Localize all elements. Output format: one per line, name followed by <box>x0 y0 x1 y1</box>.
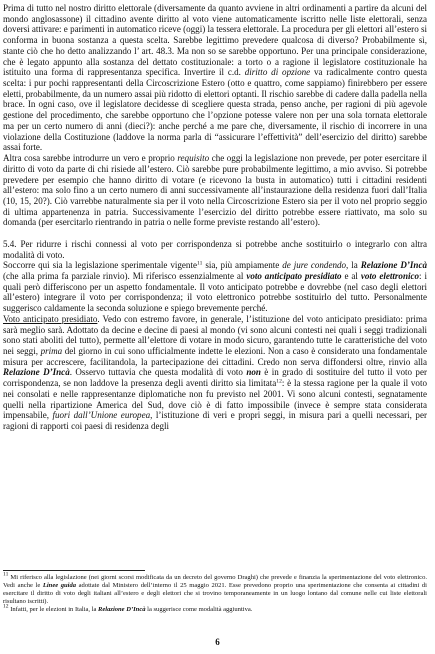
emphasis-bold: Relazione D’Incà <box>3 367 70 378</box>
section-5-4-intro: 5.4. Per ridurre i rischi connessi al voto per corrispondenza si potrebbe anche sostituirlo o integrarlo con altra modalità di voto. <box>3 238 427 260</box>
text-run: Mi riferisco alla legislazione (nei giorni scorsi modificata da un decreto del governo Draghi) che prevede e finanzia la sperimentazione del voto elettronico. Vedi anche le <box>3 574 427 590</box>
emphasis: requisito <box>177 153 210 164</box>
text-run: Prima di tutto nel nostro diritto elettorale (diversamente da quanto avviene in altri ordinamenti a partire da alcuni del mondo anglosassone) il cittadino avente diritto al voto viene automaticamente iscritto nelle liste elettorali, senza doversi attivare: e parimenti in automatico riceve (oggi) la tessera elettorale. La procedura per gli elettori all’estero si conforma in buona sostanza a questa scelta. Sarebbe legittimo prevedere qualcosa di diverso? Probabilmente sì, stante ciò che ho detto analizzando l’ art. 48.3. Ma non so se sarebbe opportuno. Per una principale considerazione, che è legato appunto alla sostanza del dettato costituzionale: a torto o a ragione il legislatore costituzionale ha istituito una forma di rappresentanza specifica. Invertire il c.d. <box>3 3 428 78</box>
footnote-separator <box>3 570 145 571</box>
text-run: Soccorre qui sia la legislazione sperimentale vigente <box>3 260 197 271</box>
footnote-11 <box>3 571 427 606</box>
emphasis: fuori dall’Unione europea <box>52 410 151 421</box>
paragraph-early-voting <box>3 314 427 432</box>
emphasis-bold: Relazione D’Incà <box>360 260 427 271</box>
text-run: del giorno in cui sono ufficialmente indette le elezioni. Non a caso è considerato una fondamentale misura per accrescere, facilitandola, la partecipazione dei cittadini. Credo non serva diffondersi oltre, rinvio alla <box>3 345 427 367</box>
paragraph-electoral-lists <box>3 3 427 153</box>
text-run: che oggi la legislazione non prevede, per poter esercitare il diritto di voto da parte di chi risiede all’estero. Ciò sarebbe pure probabilmente legittimo, a mio avviso. Si potrebbe prevedere per esempio che hanno diritto di votare (e ricevono la busta in automatico) tutti i cittadini residenti all’estero: ma solo fino a un certo numero di anni successivamente all’instaurazione della residenza fuori dall’Italia (10, 15, 20?). Ciò varrebbe naturalmente sia per il voto nella Circoscrizione Estero sia per il voto nel proprio seggio di ultima appartenenza in patria. Successivamente l’esercizio del diritto potrebbe essere riattivato, ma solo su domanda (per esercitarlo rientrando in patria o nelle forme previste restando all’estero). <box>3 153 427 228</box>
page-number: 6 <box>215 637 220 647</box>
emphasis: prima <box>40 345 63 356</box>
emphasis-bold: non <box>246 367 261 378</box>
footnote-12 <box>3 603 427 614</box>
text-run: adottate dal Ministero dell’interno il 25 maggio 2021. Esse prevedono proprio una sperimentazione che consenta ai cittadini di esercitare il diritto di voto degli italiani all’estero e degli elettori che si trovino temporaneamente in un luogo lontano dal comune nelle cui liste elettorali risultano iscritti). <box>3 582 427 606</box>
text-run: , l’istituzione di veri e propri seggi, in misura pari a quelli necessari, per ragioni di rapporti coi paesi di residenza degli <box>3 410 427 431</box>
text-run: Infatti, per le elezioni in Italia, la <box>8 606 99 614</box>
footnote-number: 12 <box>3 603 9 610</box>
emphasis-bold: Linee guida <box>42 582 77 590</box>
text-run: la suggerisce come modalità aggiuntiva. <box>145 606 253 614</box>
footnote-ref-12[interactable]: 12 <box>276 378 282 385</box>
footnotes <box>3 570 427 614</box>
footnote-number: 11 <box>3 571 9 578</box>
text-run: Altra cosa sarebbe introdurre un vero e proprio <box>3 153 178 164</box>
emphasis-bold: voto elettronico <box>360 270 420 281</box>
emphasis: de jure condendo <box>282 260 347 271</box>
emphasis: diritto di opzione <box>244 67 311 78</box>
text-run: . Vedo con estremo favore, in generale, l’istituzione del voto anticipato presidiato: prima sarà meglio sarà. Adottato da decine e decine di paesi al mondo (vi sono alcuni contesti nei quali i seggi tradizionali sono stati aboliti del tutto), permette all’elettore di votare in modo sicuro, garantendo tutte le caratteristiche del voto nei seggi, <box>3 313 427 356</box>
text-run: . Osservo tuttavia che questa modalità di voto <box>69 367 247 378</box>
underlined-heading: Voto anticipato presidiato <box>3 313 98 324</box>
text-run: , la <box>346 260 361 271</box>
emphasis-bold: voto anticipato presidiato <box>246 270 342 281</box>
paragraph-requisite <box>3 153 427 228</box>
text-run: e al <box>341 270 361 281</box>
emphasis-bold: Relazione D’Incà <box>98 606 146 614</box>
text-run: sia, più ampiamente <box>202 260 283 271</box>
footnote-ref-11[interactable]: 11 <box>196 260 203 267</box>
text-run: : i quali però differiscono per un aspetto fondamentale. Il voto anticipato potrebbe e dovrebbe (nel caso degli elettori all’estero) integrare il voto per corrispondenza; il voto elettronico potrebbe sostituirlo del tutto. Personalmente suggerisco caldamente la seconda soluzione e spiego brevemente perché. <box>3 270 427 314</box>
text-run: va radicalmente contro questa scelta: i pur pochi rappresentanti della Circoscrizione Estero (otto e quattro, come sappiamo) finirebbero per essere eletti, probabilmente, da un numero assai più ridotto di elettori optanti. Il rischio sarebbe di cadere dalla padella nella brace. In ogni caso, ove il legislatore decidesse di scegliere questa strada, penso anche, per ragioni di più agevole gestione del procedimento, che sarebbe opportuno che l’opzione potesse valere non per una sola tornata elettorale ma per un certo numero di anni (dieci?): anche perché a me pare che, diversamente, il rischio di incorrere in una violazione della Costituzione (laddove la norma parla di “assicurare l’effettività” dell’esercizio del diritto) sarebbe assai forte. <box>3 67 427 153</box>
body-text <box>3 3 427 432</box>
paragraph-experimental-legislation <box>3 260 427 314</box>
text-run: è in grado di sostituire del tutto il voto per corrispondenza, se non laddove la presenza degli aventi diritto sia limitata <box>3 367 427 389</box>
text-run: : è la stessa ragione per la quale il voto nei consolati e nelle rappresentanze diplomatiche non fu previsto nel 2001. Vi sono alcuni contesti, segnatamente quelli nella ripartizione America del Sud, dove ciò è di fatto impossibile (invece è sempre stata considerata impensabile, <box>3 378 427 421</box>
text-run: (che alla prima fa parziale rinvio). Mi riferisco essenzialmente al <box>3 270 247 281</box>
